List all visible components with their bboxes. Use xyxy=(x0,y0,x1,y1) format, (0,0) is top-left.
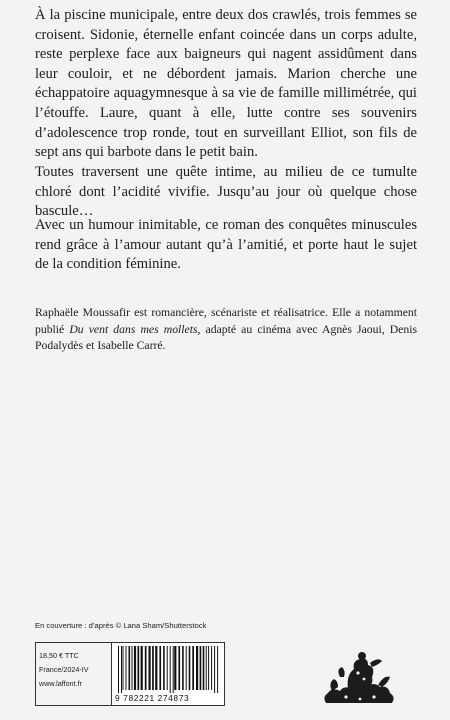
summary-paragraph-1: À la piscine municipale, entre deux dos crawlés, trois femmes se croisent. Sidonie, éternelle enfant coincée dans un corps adulte, reste perplexe face aux baigneurs qui nagent assidûment dans leur couloir, et ne débordent jamais. Marion cherche une échappatoire aquagymnesque à sa vie de famille millimétrée, qui l’étouffe. Laure, quant à elle, lutte contre ses souvenirs d’adolescence trop ronde, tout en surveillant Elliot, son fils de sept ans qui barbote dans le petit bain. xyxy=(35,7,417,161)
isbn-barcode xyxy=(111,642,225,706)
author-bio xyxy=(35,305,417,355)
summary-paragraph-2: Toutes traversent une quête intime, au milieu de ce tumulte chloré dont l’acidité vivifie. Jusqu’au jour où quelque chose bascule… xyxy=(35,164,417,220)
edition-code: France/2024-IV xyxy=(39,665,89,674)
publisher-website: www.laffont.fr xyxy=(39,679,83,688)
author-bio-text-end: , adapté au cinéma avec Agnès Jaoui, Denis Podalydès et Isabelle Carré. xyxy=(35,322,417,352)
author-previous-book-title: Du vent dans mes mollets xyxy=(69,322,198,336)
barcode-bars xyxy=(112,643,224,693)
price-label: 18,50 € TTC xyxy=(39,651,79,660)
cover-credit: En couverture : d’après © Lana Sham/Shutterstock xyxy=(35,621,207,630)
publisher-emblem-icon xyxy=(318,647,398,707)
author-bio-text: Raphaële Moussafir est romancière, scénariste et réalisatrice. Elle a notamment publié xyxy=(35,306,417,336)
isbn-number: 9 782221 274873 xyxy=(115,693,223,703)
price-box xyxy=(35,642,113,706)
summary-paragraph-3: Avec un humour inimitable, ce roman des conquêtes minuscules rend grâce à l’amour autant qu’à l’amitié, et porte haut le sujet de la condition féminine. xyxy=(35,217,417,273)
